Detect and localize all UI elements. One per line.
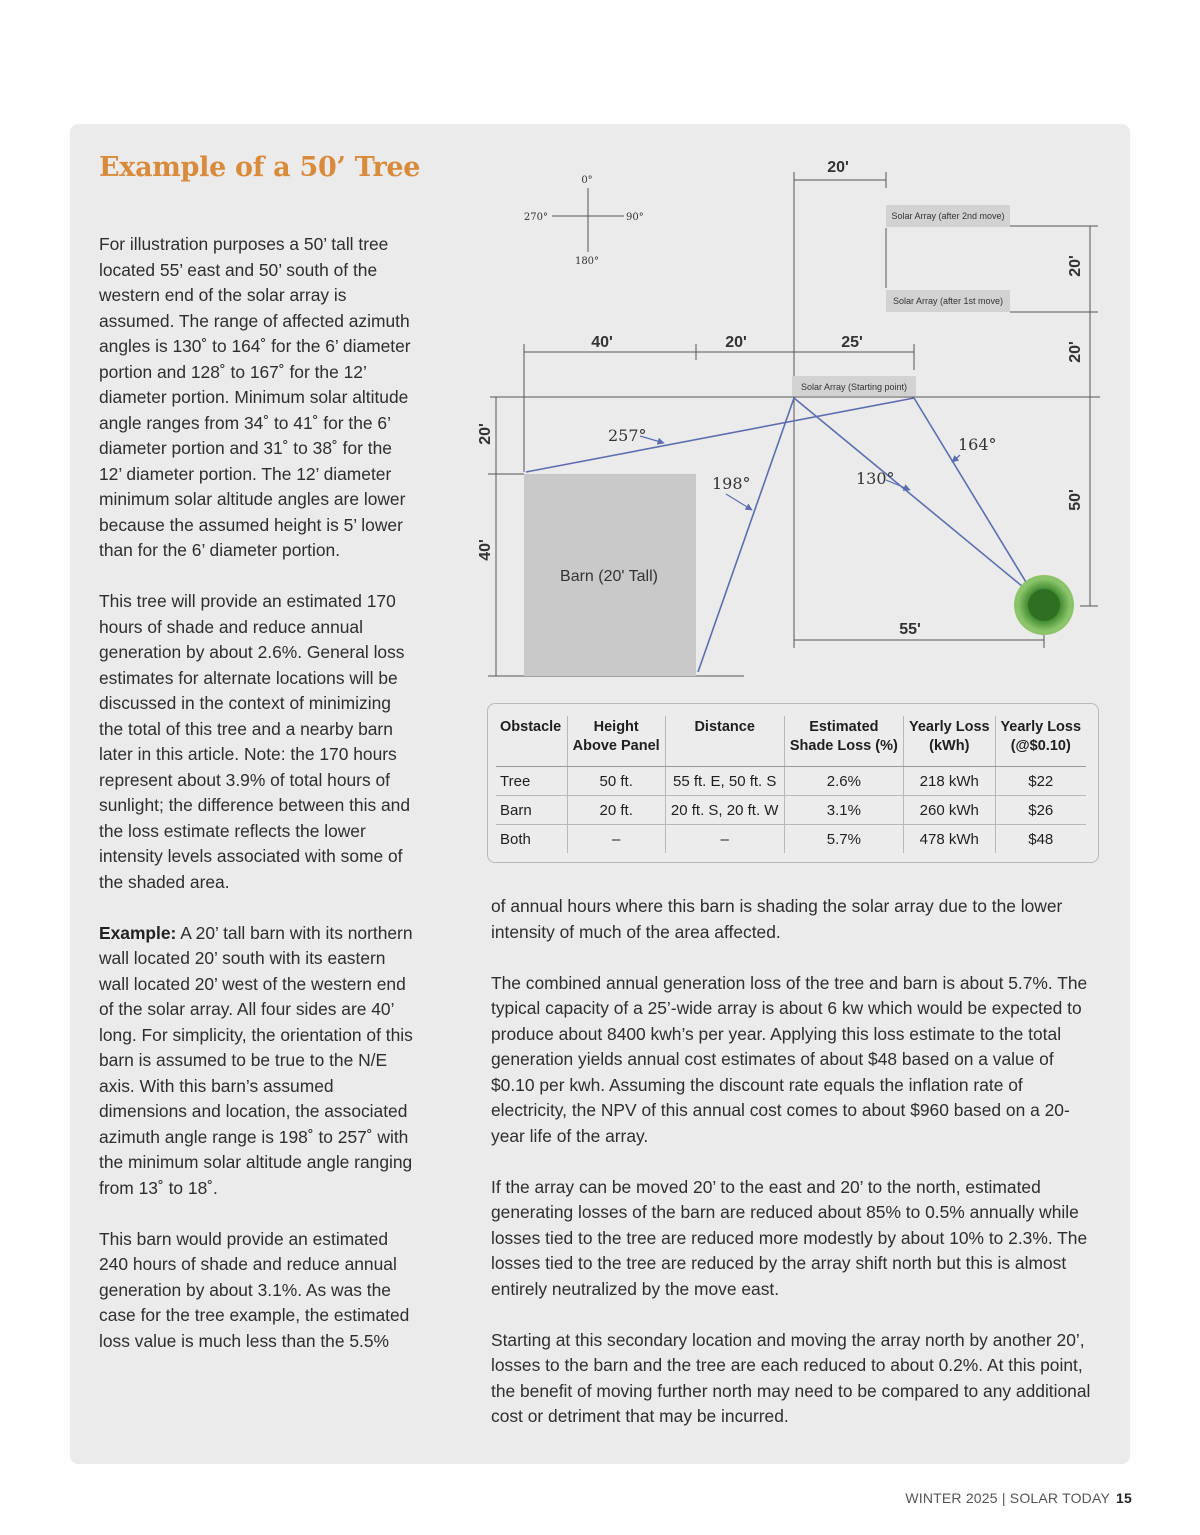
dim-40: 40' (591, 334, 613, 351)
barn (524, 474, 696, 676)
dim-20: 20' (725, 334, 747, 351)
example-label: Example: (99, 922, 177, 943)
tree-icon (1014, 575, 1074, 635)
left-paragraph-2: This tree will provide an estimated 170 hours of shade and reduce annual generation by about 2.6%. General loss estimates for alternate locations will be discussed in the context of minimizing the total of this tree and a nearby barn later in this article. Note: the 170 hours represent about 3.9% of total hours of sunlight; the difference between this and the loss estimate reflects the lower intensity levels associated with some of the shaded area. (99, 591, 410, 892)
dim-55: 55' (899, 621, 921, 638)
compass-east-label: 90° (626, 212, 644, 223)
page-title: Example of a 50’ Tree (99, 152, 421, 183)
example-text: A 20’ tall barn with its northern wall located 20’ south with its eastern wall located 20’ west of the western end of the solar array. All four sides are 40’ long. For simplicity, the orientation of this barn is assumed to be true to the N/E axis. With this barn’s assumed dimensions and location, the associated azimuth angle range is 198˚ to 257˚ with the minimum solar altitude angle ranging from 13˚ to 18˚. (99, 922, 413, 1198)
compass (524, 175, 644, 267)
compass-south-label: 180° (574, 256, 600, 267)
compass-north-label: 0° (581, 175, 593, 186)
right-column (491, 894, 1091, 1455)
right-paragraph-2: The combined annual generation loss of the tree and barn is about 5.7%. The typical capacity of a 25’-wide array is about 6 kw which would be expected to produce about 8400 kwh’s per year. Applying this loss estimate to the total generation yields annual cost estimates of about $48 based on a value of $0.10 per kwh. Assuming the discount rate equals the inflation rate of electricity, the NPV of this annual cost comes to about $960 based on a 20-year life of the array. (491, 972, 1088, 1146)
dim-left-20: 20' (477, 423, 494, 445)
array-start-label: Solar Array (Starting point) (800, 382, 908, 392)
array-1st-label: Solar Array (after 1st move) (892, 296, 1004, 306)
site-diagram (470, 150, 1110, 690)
dim-top-20: 20' (827, 159, 849, 176)
angle-198: 198° (712, 474, 751, 493)
col-shade: Estimated Shade Loss (%) (784, 716, 903, 767)
dim-right-50: 50' (1067, 489, 1084, 511)
left-paragraph-3 (99, 921, 417, 1202)
left-column (99, 232, 417, 1380)
array-2nd-label: Solar Array (after 2nd move) (891, 211, 1005, 221)
col-cost: Yearly Loss (@$0.10) (995, 716, 1086, 767)
left-paragraph-1: For illustration purposes a 50’ tall tree located 55’ east and 50’ south of the western end of the solar array is assumed. The range of affected azimuth angles is 130˚ to 164˚ for the 6’ diameter portion and 128˚ to 167˚ for the 12’ diameter portion. Minimum solar altitude angle ranges from 34˚ to 41˚ for the 6’ diameter portion and 31˚ to 38˚ for the 12’ diameter portion. The 12’ diameter minimum solar altitude angles are lower because the assumed height is 5’ lower than for the 6’ diameter portion. (99, 234, 411, 560)
table-row: Barn 20 ft. 20 ft. S, 20 ft. W 3.1% 260 kWh $26 (496, 796, 1086, 825)
col-obstacle: Obstacle (496, 716, 567, 767)
dim-25: 25' (841, 334, 863, 351)
table-row: Tree 50 ft. 55 ft. E, 50 ft. S 2.6% 218 kWh $22 (496, 767, 1086, 796)
table-row: Both – – 5.7% 478 kWh $48 (496, 825, 1086, 854)
page-footer (905, 1490, 1132, 1506)
right-paragraph-1: of annual hours where this barn is shading the solar array due to the lower intensity of much of the area affected. (491, 896, 1063, 942)
barn-label: Barn (20' Tall) (560, 568, 658, 585)
loss-table-box (487, 703, 1099, 863)
dim-right-20-lower: 20' (1067, 341, 1084, 363)
loss-table (496, 716, 1086, 853)
col-height: Height Above Panel (567, 716, 665, 767)
angle-257: 257° (608, 426, 647, 445)
compass-west-label: 270° (523, 212, 548, 223)
angle-164: 164° (958, 435, 997, 454)
array-starting-point (792, 376, 916, 396)
angle-130: 130° (856, 469, 895, 488)
col-kwh: Yearly Loss (kWh) (904, 716, 995, 767)
right-paragraph-4: Starting at this secondary location and moving the array north by another 20’, losses to the barn and the tree are each reduced to about 0.2%. At this point, the benefit of moving further north may need to be compared to any additional cost or detriment that may be incurred. (491, 1329, 1091, 1426)
left-paragraph-4: This barn would provide an estimated 240 hours of shade and reduce annual generation by about 3.1%. As was the case for the tree example, the estimated loss value is much less than the 5.5% (99, 1228, 410, 1351)
page-number: 15 (1116, 1490, 1132, 1506)
table-header-row (496, 716, 1086, 767)
dim-left-40: 40' (477, 539, 494, 561)
col-distance: Distance (665, 716, 784, 767)
dim-right-20-upper: 20' (1067, 255, 1084, 277)
issue-label: WINTER 2025 | SOLAR TODAY (905, 1490, 1111, 1506)
right-paragraph-3: If the array can be moved 20’ to the east and 20’ to the north, estimated generating losses of the barn are reduced about 85% to 0.5% annually while losses tied to the tree are reduced more modestly by about 10% to 2.3%. The losses tied to the tree are reduced by the array shift north but this is almost entirely neutralized by the move east. (491, 1176, 1088, 1299)
array-2nd-move (886, 205, 1010, 227)
array-1st-move (886, 290, 1010, 312)
